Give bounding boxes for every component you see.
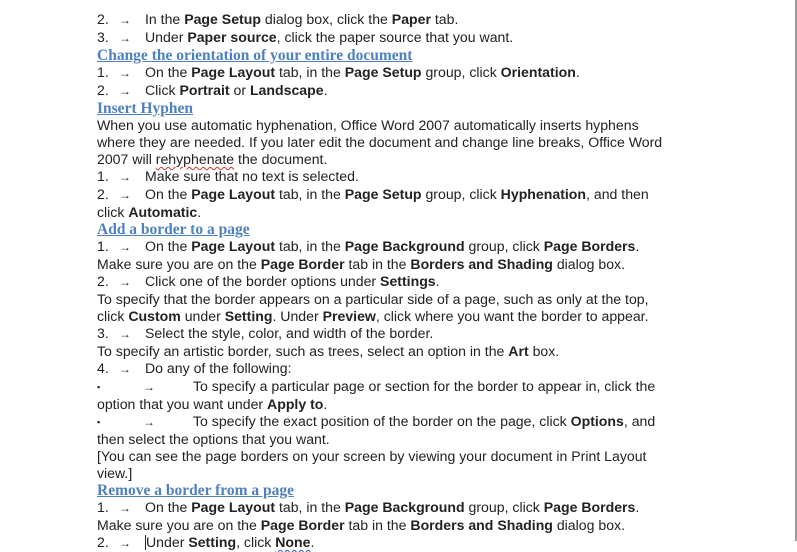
list-item (97, 64, 689, 82)
text: Click (145, 82, 180, 98)
list-number: 2. (97, 186, 109, 202)
text: dialog box. (552, 256, 626, 272)
section-heading: Change the orientation of your entire document (97, 47, 413, 64)
list-item (97, 360, 689, 378)
text: then select the options that you want. (97, 431, 330, 447)
tab-arrow-icon: → (119, 362, 131, 376)
text: , click the paper source that you want. (276, 29, 514, 45)
text: tab, in the (275, 238, 345, 254)
bold-text: Page Setup (184, 11, 261, 27)
text: click (97, 204, 129, 220)
bold-text: Page Borders (543, 499, 636, 515)
text: . Under (272, 308, 323, 324)
bold-text: Orientation (500, 64, 576, 80)
tab-arrow-icon: → (119, 188, 131, 202)
tab-arrow-icon: → (119, 66, 131, 80)
text: dialog box, click the (260, 11, 392, 27)
text: group, click (464, 499, 544, 515)
text: 2007 will (97, 151, 156, 167)
bold-text: Automatic (128, 204, 198, 220)
list-item (97, 186, 689, 221)
list-item (97, 325, 689, 343)
text: , and then (586, 186, 649, 202)
bold-text: Landscape (249, 82, 324, 98)
text: box. (528, 343, 560, 359)
list-number: 1. (97, 64, 109, 80)
text: group, click (464, 238, 544, 254)
text: under (180, 308, 225, 324)
list-number: 2. (97, 273, 109, 289)
text: When you use automatic hyphenation, Office Word 2007 automatically inserts hyphens (97, 117, 639, 133)
spelling-error-word[interactable]: rehyphenate (155, 151, 235, 167)
section-heading: Add a border to a page (97, 221, 250, 238)
paragraph (97, 117, 689, 168)
bold-text: Setting (188, 534, 237, 550)
text: Under (146, 534, 189, 550)
text: . (635, 499, 640, 515)
list-number: 1. (97, 499, 109, 515)
bold-text: Page Borders (543, 238, 636, 254)
tab-arrow-icon: → (119, 170, 131, 184)
list-item (97, 273, 689, 291)
text: Make sure that no text is selected. (145, 168, 359, 184)
list-number: 1. (97, 168, 109, 184)
text: To specify the exact position of the border on the page, click (193, 413, 571, 429)
bold-text: Page Layout (191, 64, 276, 80)
bold-text: Page Setup (344, 186, 422, 202)
text: tab. (430, 11, 459, 27)
list-item (97, 499, 689, 534)
text: To specify that the border appears on a particular side of a page, such as only at the top, (97, 291, 649, 307)
text: Make sure you are on the (97, 517, 261, 533)
tab-arrow-icon: → (119, 536, 131, 550)
text: dialog box. (552, 517, 626, 533)
bold-text: Settings (380, 273, 436, 289)
list-number: 2. (97, 534, 109, 550)
bold-text: Page Border (260, 256, 345, 272)
list-number: 2. (97, 11, 109, 27)
bold-text: Page Layout (191, 186, 276, 202)
list-item (97, 82, 689, 100)
list-number: 3. (97, 29, 109, 45)
bold-text: Custom (128, 308, 181, 324)
bullet-item (97, 378, 689, 413)
list-item (97, 534, 689, 552)
bold-text: Paper source (187, 29, 277, 45)
text: where they are needed. If you later edit the document and change line breaks, Office Word (97, 134, 663, 150)
text: On the (145, 64, 192, 80)
bold-text: Hyphenation (500, 186, 587, 202)
list-number: 1. (97, 238, 109, 254)
bold-text: Page Layout (191, 499, 276, 515)
grammar-flag-word[interactable]: None (275, 534, 311, 550)
bullet-item (97, 413, 689, 448)
list-number: 3. (97, 325, 109, 341)
text: . (310, 534, 315, 550)
bold-text: Setting (224, 308, 273, 324)
bullet-icon: ▪ (97, 417, 101, 427)
tab-arrow-icon: → (143, 380, 155, 394)
paragraph (97, 448, 689, 482)
text: , and (623, 413, 656, 429)
bold-text: Borders and Shading (410, 256, 553, 272)
bold-text: Page Background (344, 238, 465, 254)
text: group, click (421, 186, 501, 202)
text: tab, in the (275, 499, 345, 515)
tab-arrow-icon: → (119, 84, 131, 98)
tab-arrow-icon: → (119, 240, 131, 254)
bold-text: Page Setup (344, 64, 422, 80)
bold-text: Page Border (260, 517, 345, 533)
tab-arrow-icon: → (119, 31, 131, 45)
tab-arrow-icon: → (119, 501, 131, 515)
document-body[interactable] (97, 11, 689, 552)
text: On the (145, 186, 192, 202)
text: , click where you want the border to appear. (375, 308, 649, 324)
text: . (197, 204, 202, 220)
bullet-icon: ▪ (97, 382, 101, 392)
text: tab, in the (275, 64, 345, 80)
bold-text: Art (508, 343, 529, 359)
text: , click (236, 534, 276, 550)
text: . (635, 238, 640, 254)
paragraph (97, 343, 689, 360)
text: To specify an artistic border, such as trees, select an option in the (97, 343, 509, 359)
text: tab, in the (275, 186, 345, 202)
list-item (97, 168, 689, 186)
text: tab in the (344, 517, 411, 533)
text: Under (145, 29, 188, 45)
list-item (97, 238, 689, 273)
section-heading: Remove a border from a page (97, 482, 295, 499)
text: On the (145, 499, 192, 515)
text: . (323, 396, 328, 412)
text: . (435, 273, 440, 289)
text: click (97, 308, 129, 324)
text: option that you want under (97, 396, 268, 412)
text: . (575, 64, 580, 80)
paragraph (97, 291, 689, 325)
tab-arrow-icon: → (119, 327, 131, 341)
list-number: 4. (97, 360, 109, 376)
text: Do any of the following: (145, 360, 292, 376)
bold-text: Apply to (267, 396, 324, 412)
text: the document. (234, 151, 328, 167)
bold-text: Preview (322, 308, 376, 324)
text: tab in the (344, 256, 411, 272)
tab-arrow-icon: → (119, 13, 131, 27)
bold-text: Page Layout (191, 238, 276, 254)
bold-text: Options (570, 413, 624, 429)
text: or (229, 82, 250, 98)
list-item (97, 29, 689, 47)
text: [You can see the page borders on your screen by viewing your document in Print Layout (97, 448, 647, 464)
tab-arrow-icon: → (143, 415, 155, 429)
text: . (323, 82, 328, 98)
list-number: 2. (97, 82, 109, 98)
bold-text: Portrait (179, 82, 230, 98)
bold-text: Paper (391, 11, 431, 27)
text: Make sure you are on the (97, 256, 261, 272)
text: Select the style, color, and width of the border. (145, 325, 434, 341)
list-item (97, 11, 689, 29)
bold-text: Borders and Shading (410, 517, 553, 533)
text: view.] (97, 465, 133, 481)
text: In the (145, 11, 185, 27)
section-heading: Insert Hyphen (97, 100, 194, 117)
bold-text: Page Background (344, 499, 465, 515)
text: group, click (421, 64, 501, 80)
text: Click one of the border options under (145, 273, 381, 289)
text: On the (145, 238, 192, 254)
tab-arrow-icon: → (119, 275, 131, 289)
text: To specify a particular page or section for the border to appear in, click the (193, 378, 656, 394)
